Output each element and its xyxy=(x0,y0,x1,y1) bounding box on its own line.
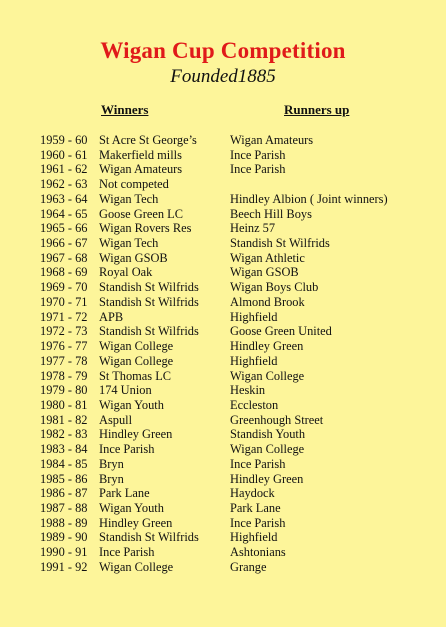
season-cell: 1963 - 64 xyxy=(40,191,88,206)
season-cell: 1962 - 63 xyxy=(40,177,88,192)
season-cell: 1966 - 67 xyxy=(40,236,88,251)
season-cell: 1991 - 92 xyxy=(40,559,88,574)
season-cell: 1981 - 82 xyxy=(40,412,88,427)
runner-up-cell: Highfield xyxy=(230,309,278,324)
runner-up-cell: Heskin xyxy=(230,383,266,398)
table-row xyxy=(0,560,446,575)
table-row xyxy=(0,339,446,354)
winner-cell: Royal Oak xyxy=(99,265,153,280)
winner-cell: Standish St Wilfrids xyxy=(99,280,199,295)
table-row xyxy=(0,354,446,369)
season-cell: 1983 - 84 xyxy=(40,442,88,457)
season-cell: 1989 - 90 xyxy=(40,530,88,545)
winner-cell: Bryn xyxy=(99,471,124,486)
season-cell: 1961 - 62 xyxy=(40,162,88,177)
season-cell: 1971 - 72 xyxy=(40,309,88,324)
runners-up-column-header: Runners up xyxy=(284,102,350,117)
winner-cell: Standish St Wilfrids xyxy=(99,324,199,339)
table-row xyxy=(0,530,446,545)
season-cell: 1969 - 70 xyxy=(40,280,88,295)
runner-up-cell: Wigan College xyxy=(230,442,305,457)
runner-up-cell: Ince Parish xyxy=(230,515,286,530)
table-row xyxy=(0,442,446,457)
page-subtitle: Founded1885 xyxy=(170,66,276,87)
winner-cell: Wigan Youth xyxy=(99,500,164,515)
table-row xyxy=(0,545,446,560)
season-cell: 1972 - 73 xyxy=(40,324,88,339)
season-cell: 1979 - 80 xyxy=(40,383,88,398)
runner-up-cell: Grange xyxy=(230,559,267,574)
runner-up-cell: Wigan GSOB xyxy=(230,265,299,280)
winner-cell: Ince Parish xyxy=(99,442,155,457)
table-row xyxy=(0,236,446,251)
runner-up-cell: Wigan Amateurs xyxy=(230,133,314,147)
runner-up-cell: Ince Parish xyxy=(230,162,286,177)
season-cell: 1990 - 91 xyxy=(40,545,88,560)
runner-up-cell: Ashtonians xyxy=(230,545,286,560)
winner-cell: St Thomas LC xyxy=(99,368,172,383)
season-cell: 1988 - 89 xyxy=(40,515,88,530)
winner-cell: St Acre St George’s xyxy=(99,133,197,147)
table-row xyxy=(0,177,446,192)
season-cell: 1977 - 78 xyxy=(40,353,88,368)
runner-up-cell: Almond Brook xyxy=(230,294,305,309)
winner-cell: Park Lane xyxy=(99,486,150,501)
runner-up-cell: Hindley Albion ( Joint winners) xyxy=(230,191,388,206)
table-row xyxy=(0,295,446,310)
winner-cell: Wigan College xyxy=(99,353,174,368)
table-row xyxy=(0,148,446,163)
winner-cell: Wigan College xyxy=(99,559,174,574)
table-row xyxy=(0,265,446,280)
table-row xyxy=(0,383,446,398)
season-cell: 1976 - 77 xyxy=(40,339,88,354)
season-cell: 1960 - 61 xyxy=(40,147,88,162)
runner-up-cell: Greenhough Street xyxy=(230,412,324,427)
season-cell: 1986 - 87 xyxy=(40,486,88,501)
table-row xyxy=(0,251,446,266)
runner-up-cell: Beech Hill Boys xyxy=(230,206,312,221)
winner-cell: Goose Green LC xyxy=(99,206,183,221)
winner-cell: Hindley Green xyxy=(99,427,173,442)
runner-up-cell: Wigan College xyxy=(230,368,305,383)
table-row xyxy=(0,427,446,442)
season-cell: 1970 - 71 xyxy=(40,294,88,309)
table-row xyxy=(0,516,446,531)
runner-up-cell: Heinz 57 xyxy=(230,221,276,236)
season-cell: 1978 - 79 xyxy=(40,368,88,383)
table-row xyxy=(0,486,446,501)
winner-cell: Standish St Wilfrids xyxy=(99,530,199,545)
runner-up-cell: Wigan Boys Club xyxy=(230,280,319,295)
winner-cell: Hindley Green xyxy=(99,515,173,530)
table-row xyxy=(0,472,446,487)
table-row xyxy=(0,457,446,472)
winner-cell: Wigan Tech xyxy=(99,191,159,206)
season-cell: 1965 - 66 xyxy=(40,221,88,236)
season-cell: 1982 - 83 xyxy=(40,427,88,442)
runner-up-cell: Standish Youth xyxy=(230,427,306,442)
season-cell: 1987 - 88 xyxy=(40,500,88,515)
season-cell: 1968 - 69 xyxy=(40,265,88,280)
runner-up-cell: Highfield xyxy=(230,353,278,368)
winner-cell: Standish St Wilfrids xyxy=(99,294,199,309)
page-title: Wigan Cup Competition xyxy=(100,38,346,63)
winner-cell: Wigan College xyxy=(99,339,174,354)
runner-up-cell: Park Lane xyxy=(230,500,281,515)
season-cell: 1980 - 81 xyxy=(40,397,88,412)
season-cell: 1967 - 68 xyxy=(40,250,88,265)
table-row xyxy=(0,324,446,339)
winner-cell: Wigan GSOB xyxy=(99,250,168,265)
table-row xyxy=(0,501,446,516)
winner-cell: Ince Parish xyxy=(99,545,155,560)
winner-cell: Not competed xyxy=(99,177,169,192)
season-cell: 1964 - 65 xyxy=(40,206,88,221)
table-row xyxy=(0,133,446,148)
table-row xyxy=(0,398,446,413)
winner-cell: Wigan Amateurs xyxy=(99,162,183,177)
results-table xyxy=(0,133,446,575)
table-row xyxy=(0,192,446,207)
runner-up-cell: Ince Parish xyxy=(230,456,286,471)
winner-cell: Wigan Rovers Res xyxy=(99,221,192,236)
runner-up-cell: Wigan Athletic xyxy=(230,250,305,265)
winner-cell: Aspull xyxy=(99,412,133,427)
winner-cell: Wigan Tech xyxy=(99,236,159,251)
winners-column-header: Winners xyxy=(101,102,149,117)
table-row xyxy=(0,369,446,384)
table-row xyxy=(0,207,446,222)
winner-cell: 174 Union xyxy=(99,383,152,398)
table-row xyxy=(0,162,446,177)
winner-cell: Bryn xyxy=(99,456,124,471)
runner-up-cell: Ince Parish xyxy=(230,147,286,162)
runner-up-cell: Goose Green United xyxy=(230,324,332,339)
runner-up-cell: Hindley Green xyxy=(230,471,304,486)
season-cell: 1959 - 60 xyxy=(40,133,88,147)
table-row xyxy=(0,413,446,428)
table-row xyxy=(0,221,446,236)
winner-cell: Wigan Youth xyxy=(99,397,164,412)
runner-up-cell: Standish St Wilfrids xyxy=(230,236,330,251)
winner-cell: APB xyxy=(99,309,124,324)
table-row xyxy=(0,280,446,295)
runner-up-cell: Highfield xyxy=(230,530,278,545)
runner-up-cell: Hindley Green xyxy=(230,339,304,354)
season-cell: 1985 - 86 xyxy=(40,471,88,486)
season-cell: 1984 - 85 xyxy=(40,456,88,471)
table-row xyxy=(0,310,446,325)
winner-cell: Makerfield mills xyxy=(99,147,182,162)
runner-up-cell: Haydock xyxy=(230,486,275,501)
runner-up-cell: Eccleston xyxy=(230,397,279,412)
